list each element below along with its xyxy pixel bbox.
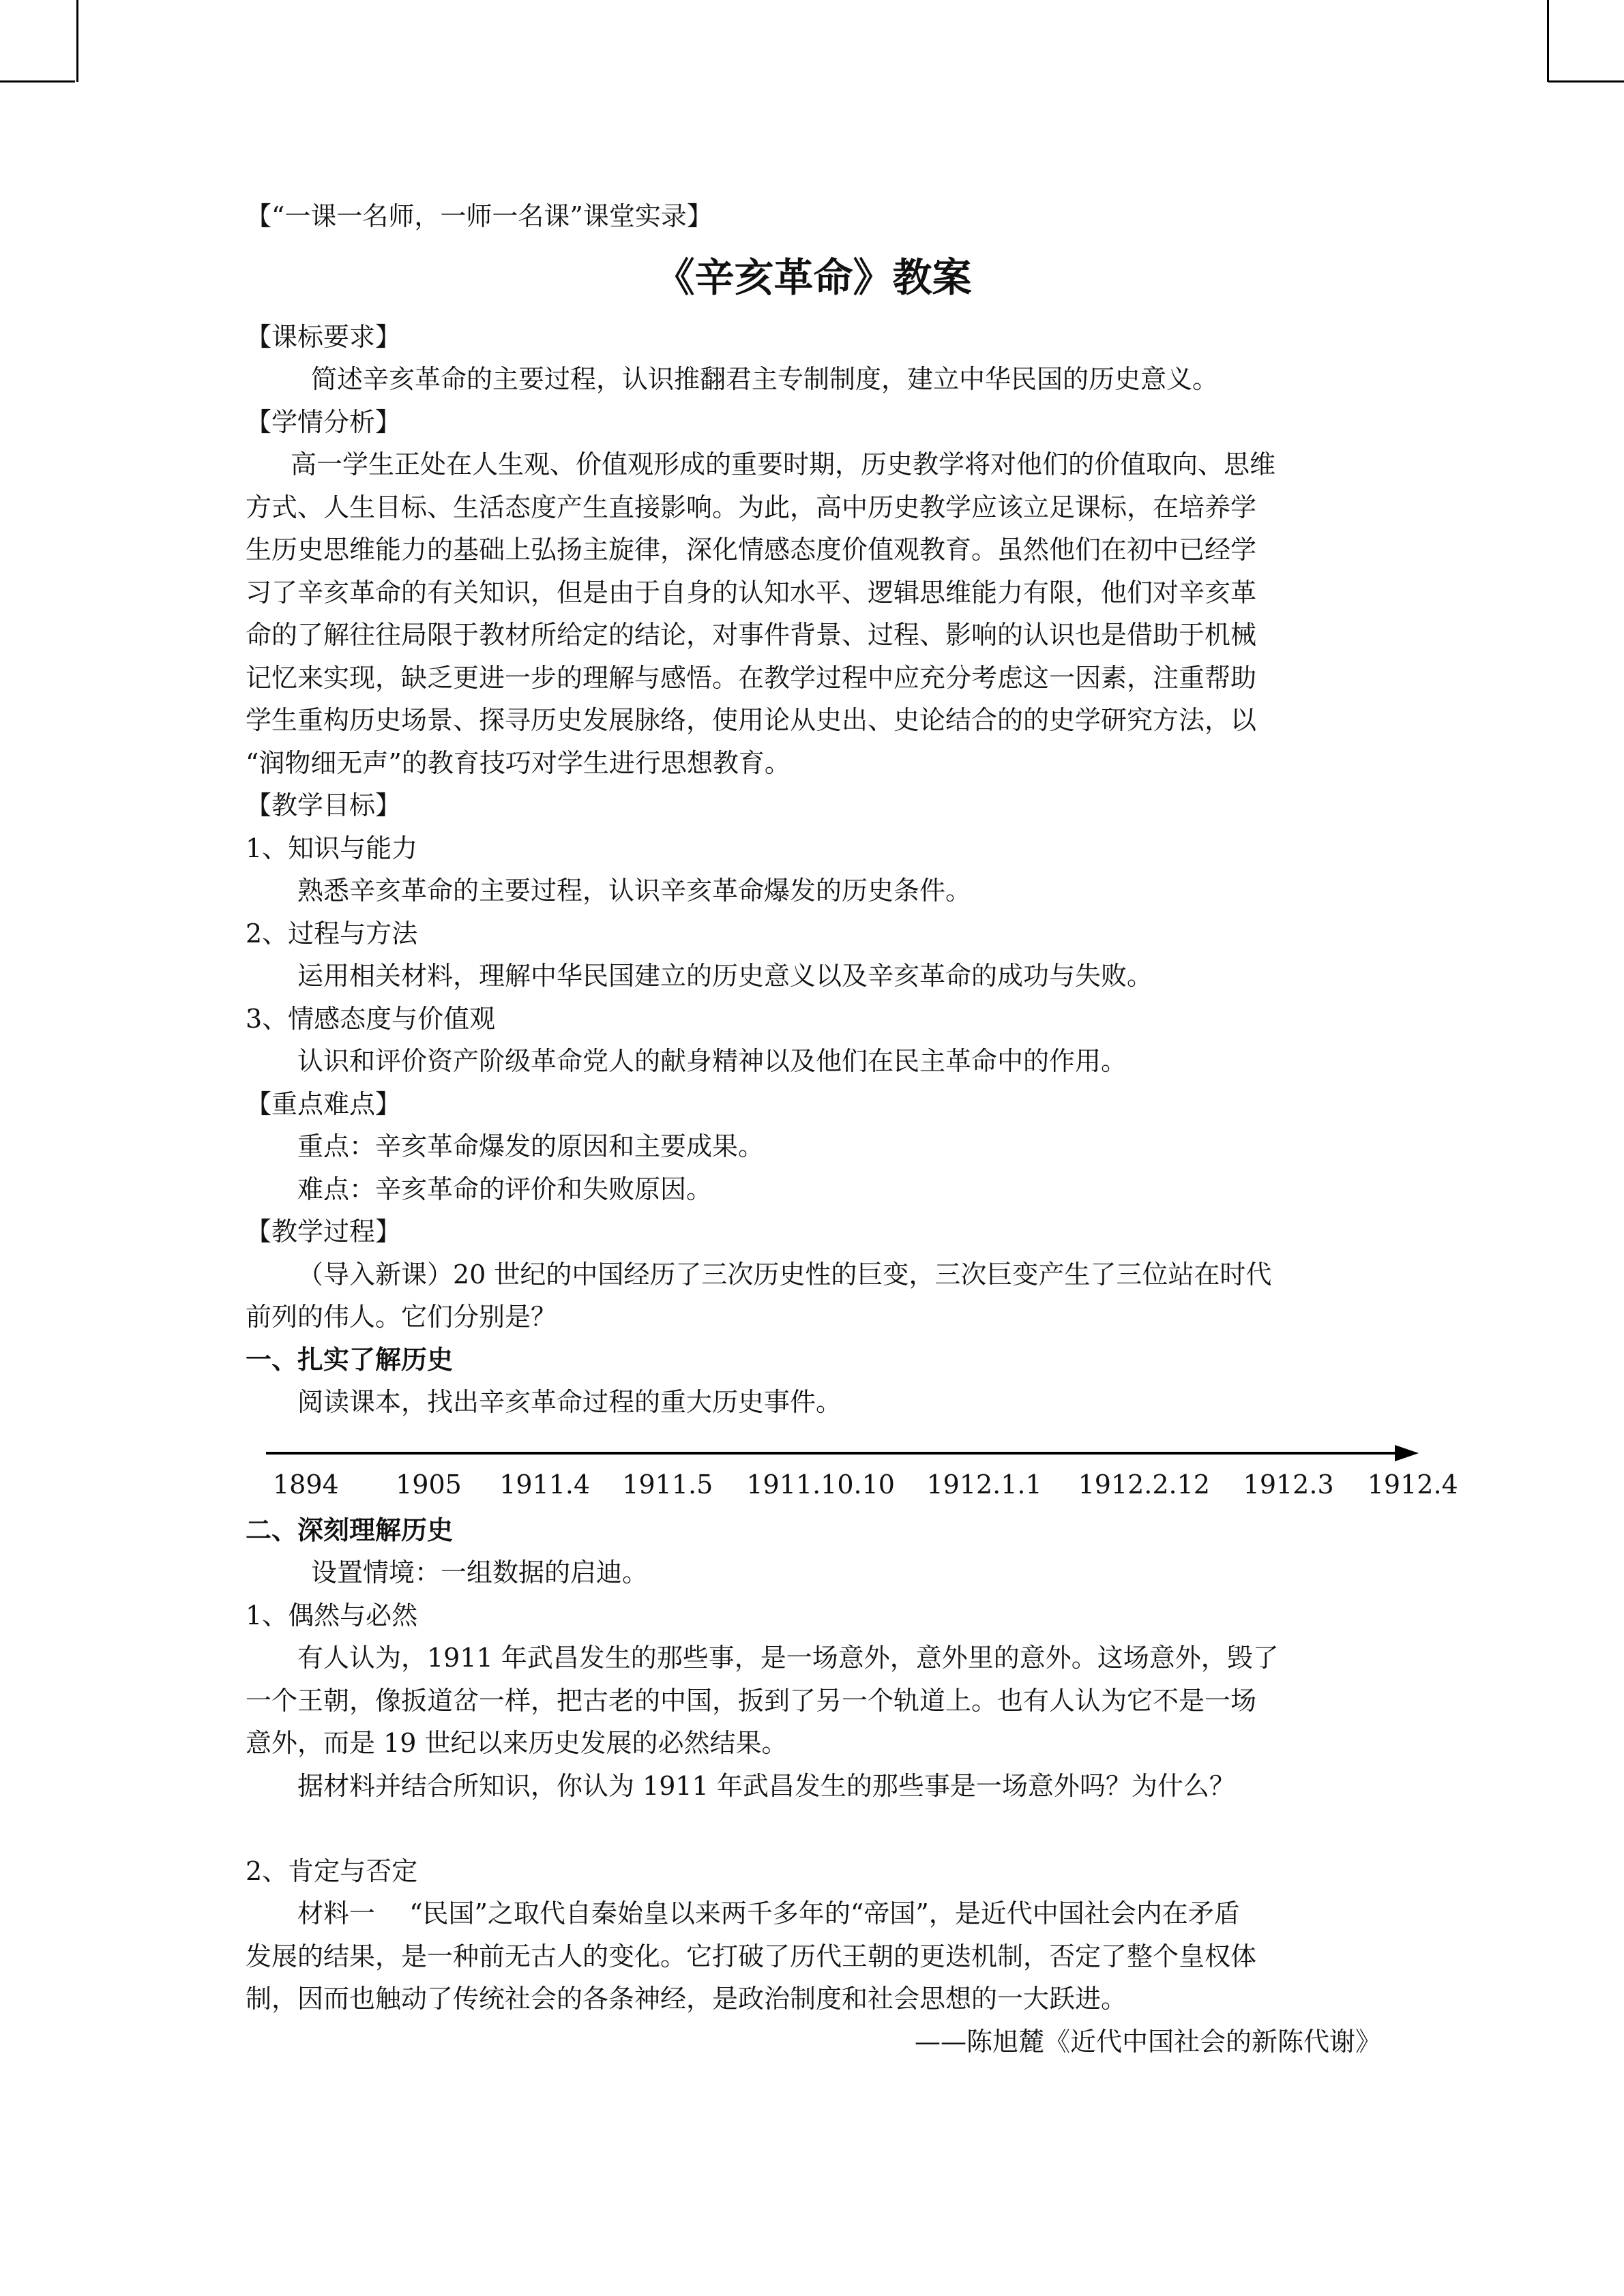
- analysis-line: “润物细无声”的教育技巧对学生进行思想教育。: [246, 747, 791, 778]
- key-point: 重点：辛亥革命爆发的原因和主要成果。: [297, 1131, 765, 1161]
- material-1-source: ——陈旭麓《近代中国社会的新陈代谢》: [914, 2026, 1381, 2057]
- analysis-line: 方式、人生目标、生活态度产生直接影响。为此，高中历史教学应该立足课标，在培养学: [246, 492, 1257, 522]
- goal-3-title: 3、情感态度与价值观: [246, 1003, 496, 1034]
- standard-heading: 【课标要求】: [246, 321, 402, 352]
- part-1-text: 阅读课本，找出辛亥革命过程的重大历史事件。: [297, 1387, 842, 1417]
- sub-1-title: 1、偶然与必然: [246, 1600, 418, 1630]
- material-1-line: 发展的结果，是一种前无古人的变化。它打破了历代王朝的更迭机制，否定了整个皇权体: [246, 1941, 1257, 1971]
- blank-line: [246, 1807, 1381, 1850]
- analysis-line: 记忆来实现，缺乏更进一步的理解与感悟。在教学过程中应充分考虑这一因素，注重帮助: [246, 662, 1257, 693]
- analysis-line: 学生重构历史场景、探寻历史发展脉络，使用论从史出、史论结合的的史学研究方法，以: [246, 705, 1257, 735]
- timeline-date: 1912.3: [1243, 1469, 1334, 1500]
- part-2-heading: 二、深刻理解历史: [246, 1514, 454, 1545]
- timeline-date: 1911.5: [622, 1469, 713, 1500]
- analysis-line: 命的了解往往局限于教材所给定的结论，对事件背景、过程、影响的认识也是借助于机械: [246, 620, 1257, 650]
- analysis-line: 高一学生正处在人生观、价值观形成的重要时期，历史教学将对他们的价值取向、思维: [291, 449, 1276, 479]
- timeline-date: 1894: [273, 1469, 339, 1500]
- timeline-date: 1912.1.1: [926, 1469, 1042, 1500]
- goal-3-text: 认识和评价资产阶级革命党人的献身精神以及他们在民主革命中的作用。: [297, 1046, 1127, 1076]
- crop-mark-top-right-v: [1547, 0, 1549, 82]
- crop-mark-top-right-h: [1548, 80, 1624, 83]
- sub-2-title: 2、肯定与否定: [246, 1855, 418, 1886]
- timeline-date: 1912.4: [1367, 1469, 1458, 1500]
- crop-mark-top-left-v: [76, 0, 78, 82]
- document-title: 《辛亥革命》教案: [655, 254, 972, 301]
- timeline-date: 1905: [396, 1469, 462, 1500]
- sub-1-line: 意外，而是 19 世纪以来历史发展的必然结果。: [246, 1728, 788, 1758]
- intro-line: （导入新课）20 世纪的中国经历了三次历史性的巨变，三次巨变产生了三位站在时代: [297, 1259, 1272, 1289]
- goal-2-title: 2、过程与方法: [246, 918, 418, 949]
- sub-1-question: 据材料并结合所知识，你认为 1911 年武昌发生的那些事是一场意外吗？为什么？: [297, 1770, 1235, 1801]
- difficult-point: 难点：辛亥革命的评价和失败原因。: [297, 1174, 713, 1204]
- timeline-date: 1911.10.10: [746, 1469, 895, 1500]
- document-page: [246, 195, 1458, 2063]
- standard-text: 简述辛亥革命的主要过程，认识推翻君主专制制度，建立中华民国的历史意义。: [311, 364, 1219, 394]
- goal-1-title: 1、知识与能力: [246, 833, 418, 863]
- timeline: [246, 1424, 1458, 1509]
- timeline-arrow-icon: [266, 1443, 1426, 1463]
- process-heading: 【教学过程】: [246, 1217, 402, 1247]
- analysis-heading: 【学情分析】: [246, 406, 402, 437]
- part-2-text: 设置情境：一组数据的启迪。: [311, 1557, 649, 1587]
- timeline-date: 1911.4: [499, 1469, 591, 1500]
- sub-1-line: 一个王朝，像扳道岔一样，把古老的中国，扳到了另一个轨道上。也有人认为它不是一场: [246, 1685, 1257, 1716]
- analysis-line: 生历史思维能力的基础上弘扬主旋律，深化情感态度价值观教育。虽然他们在初中已经学: [246, 535, 1257, 565]
- crop-mark-top-left-h: [0, 80, 75, 83]
- goal-1-text: 熟悉辛亥革命的主要过程，认识辛亥革命爆发的历史条件。: [297, 876, 972, 906]
- analysis-line: 习了辛亥革命的有关知识，但是由于自身的认知水平、逻辑思维能力有限，他们对辛亥革: [246, 577, 1257, 608]
- material-1-line: 材料一 “民国”之取代自秦始皇以来两千多年的“帝国”，是近代中国社会内在矛盾: [297, 1898, 1240, 1928]
- goal-2-text: 运用相关材料，理解中华民国建立的历史意义以及辛亥革命的成功与失败。: [297, 961, 1153, 991]
- sub-1-line: 有人认为，1911 年武昌发生的那些事，是一场意外，意外里的意外。这场意外，毁了: [297, 1643, 1279, 1673]
- part-1-heading: 一、扎实了解历史: [246, 1343, 454, 1375]
- timeline-date: 1912.2.12: [1078, 1469, 1210, 1500]
- keypoints-heading: 【重点难点】: [246, 1088, 402, 1119]
- timeline-labels: [273, 1463, 1458, 1506]
- material-1-line: 制，因而也触动了传统社会的各条神经，是政治制度和社会思想的一大跃进。: [246, 1984, 1127, 2014]
- goals-heading: 【教学目标】: [246, 790, 402, 820]
- intro-line: 前列的伟人。它们分别是？: [246, 1302, 557, 1332]
- document-header: 【“一课一名师，一师一名课”课堂实录】: [246, 201, 713, 231]
